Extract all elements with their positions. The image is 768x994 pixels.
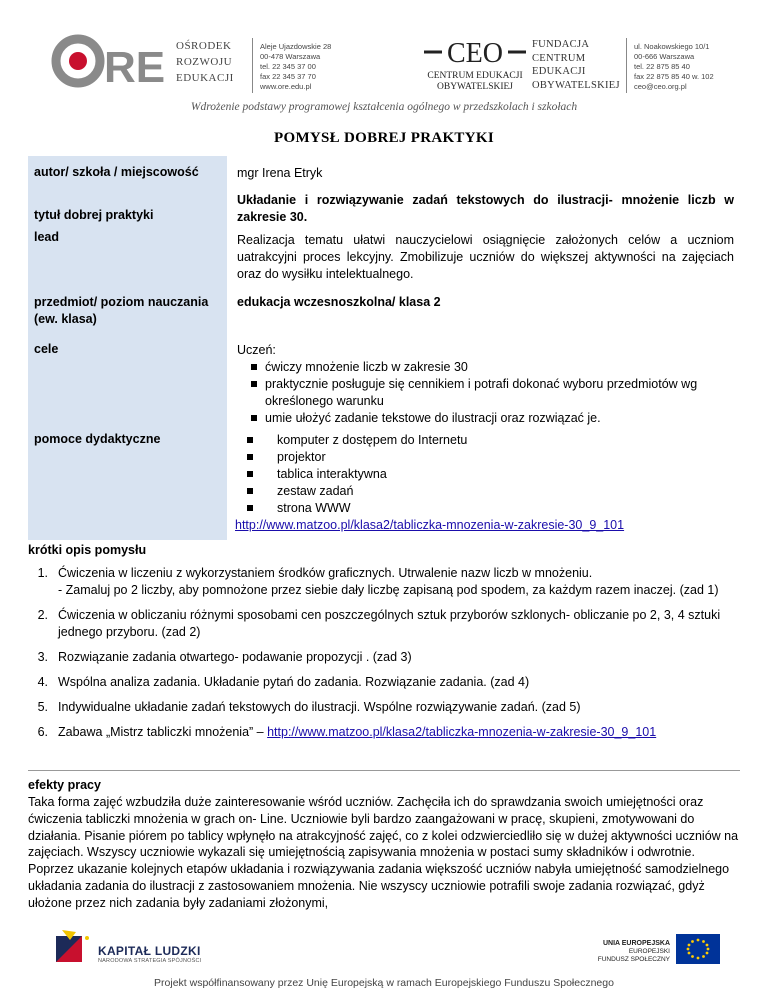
list-item: 1. Ćwiczenia w liczeniu z wykorzystaniem środków graficznych. Utrwalenie nazw liczb w mnożeniu. - Zamaluj po 2 liczby, aby pomnożone przez siebie dały liczbę zapisaną pod spodem, za każdym razem inaczej. (zad 1) — [37, 566, 719, 597]
divider — [626, 38, 627, 93]
footer-note: Projekt współfinansowany przez Unię Europejską w ramach Europejskiego Funduszu Społecznego — [154, 977, 614, 989]
eu-flag-icon — [676, 934, 720, 964]
svg-text:OBYWATELSKIEJ: OBYWATELSKIEJ — [437, 82, 513, 92]
info-row-goals — [28, 338, 740, 428]
header-tagline: Wdrożenie podstawy programowej kształcenia ogólnego w przedszkolach i szkołach — [190, 101, 578, 113]
info-row-aids — [28, 428, 740, 540]
list-item: 2. Ćwiczenia w obliczaniu różnymi sposobami cen poszczególnych sztuk przyborów szklonych- obliczanie po 2, 3, 4 sztuki jednego przyboru. (zad 2) — [37, 608, 721, 639]
title-value: Układanie i rozwiązywanie zadań tekstowych do ilustracji- mnożenie liczb w zakresie 30. — [237, 193, 734, 224]
ore-name: OŚRODEK ROZWOJU EDUKACJI — [176, 40, 234, 84]
effects-text: Taka forma zajęć wzbudziła duże zainteresowanie wśród uczniów. Zachęciła ich do sprawdzania swoich umiejętności oraz ćwiczenia tabliczki mnożenia w grach on- Line. Uczniowie byli bardzo zaangażowani w pracę, skupieni, zmotywowani do działania. Pisanie piórem po tablicy wpłynęło na atrakcyjność zajęć, co z kolei odzwierciedliło się w dużej aktywności uczniów na zajęciach. Wszyscy uczniowie wykazali się umiejętnością zapisywania mnożenia w postaci sumy składników i odwrotnie. Poprzez ukazanie kolejnych etapów układania i rozwiązywania zadania większość uczniów nabyła umiejętność samodzielnego układania zadania do ilustracji z zastosowaniem mnożenia. Nie wszyscy uczniowie potrafili swoje zadania rozwiązać, gdyż ułożone przez nich zadania były zadaniami złożonymi, — [28, 795, 739, 910]
svg-text:CENTRUM EDUKACJI: CENTRUM EDUKACJI — [427, 71, 523, 81]
goal-item: ćwiczy mnożenie liczb w zakresie 30 — [251, 359, 734, 376]
divider — [28, 770, 740, 771]
aid-item: zestaw zadań — [247, 483, 734, 500]
ore-address: Aleje Ujazdowskie 28 00-478 Warszawa tel. 22 345 37 00 fax 22 345 37 70 www.ore.edu.pl — [260, 42, 332, 91]
aid-item: projektor — [247, 449, 734, 466]
summary-heading: krótki opis pomysłu — [28, 543, 147, 557]
list-item: 3. Rozwiązanie zadania otwartego- podawanie propozycji . (zad 3) — [37, 650, 412, 664]
aid-item: komputer z dostępem do Internetu — [247, 432, 734, 449]
aids-value — [227, 428, 740, 540]
author-value: mgr Irena Etryk — [237, 166, 323, 180]
svg-text:RE: RE — [104, 43, 166, 92]
list-item: 4. Wspólna analiza zadania. Układanie pytań do zadania. Rozwiązanie zadania. (zad 4) — [37, 675, 530, 689]
aids-list — [237, 432, 734, 517]
summary-steps — [28, 565, 740, 749]
page-header — [0, 0, 768, 125]
subject-label: przedmiot/ poziom nauczania (ew. klasa) — [28, 288, 227, 338]
lead-label: lead — [28, 228, 227, 288]
aids-label: pomoce dydaktyczne — [28, 428, 227, 540]
ue-text: UNIA EUROPEJSKA EUROPEJSKI FUNDUSZ SPOŁECZNY — [597, 940, 670, 963]
ceo-address: ul. Noakowskiego 10/1 00-666 Warszawa tel. 22 875 85 40 fax 22 875 85 40 w. 102 ceo@ceo.org.pl — [634, 42, 714, 91]
info-table — [28, 156, 740, 540]
lead-value: Realizacja tematu ułatwi nauczycielowi osiągnięcie założonych celów a uczniom uatrakcyjni proces lekcyjny. Zmobilizuje uczniów do większej aktywności na zajęciach oraz do wysiłku intelektualnego. — [237, 233, 734, 281]
matzoo-link[interactable]: http://www.matzoo.pl/klasa2/tabliczka-mnozenia-w-zakresie-30_9_101 — [267, 725, 657, 739]
info-row-title — [28, 190, 740, 228]
divider — [252, 38, 253, 93]
title-label: tytuł dobrej praktyki — [28, 190, 227, 228]
goals-list — [237, 359, 734, 427]
aids-link[interactable]: http://www.matzoo.pl/klasa2/tabliczka-mnozenia-w-zakresie-30_9_101 — [235, 518, 625, 532]
list-item: 6. Zabawa „Mistrz tabliczki mnożenia” – http://www.matzoo.pl/klasa2/tabliczka-mnozenia-w-zakresie-30_9_101 — [37, 725, 657, 739]
subject-value: edukacja wczesnoszkolna/ klasa 2 — [237, 295, 441, 309]
info-row-subject — [28, 288, 740, 338]
page-title: POMYSŁ DOBREJ PRAKTYKI — [274, 130, 494, 146]
kapital-ludzki-text: KAPITAŁ LUDZKI NARODOWA STRATEGIA SPÓJNOŚCI — [98, 944, 202, 964]
effects-heading: efekty pracy — [28, 778, 101, 792]
goals-intro: Uczeń: — [237, 343, 276, 357]
goal-item: umie ułożyć zadanie tekstowe do ilustracji oraz rozwiązać je. — [251, 410, 734, 427]
kapital-ludzki-logo — [56, 930, 96, 972]
goals-value — [227, 338, 740, 428]
ceo-name: FUNDACJA CENTRUM EDUKACJI OBYWATELSKIEJ — [532, 39, 620, 91]
info-row-lead — [28, 228, 740, 288]
aid-item: strona WWW — [247, 500, 734, 517]
ceo-logo — [420, 38, 530, 98]
aid-item: tablica interaktywna — [247, 466, 734, 483]
author-label: autor/ szkoła / miejscowość — [28, 156, 227, 190]
list-item: 5. Indywidualne układanie zadań tekstowych do ilustracji. Wspólne rozwiązywanie zadań. (zad 5) — [37, 700, 581, 714]
page-footer — [0, 930, 768, 994]
goals-label: cele — [28, 338, 227, 428]
svg-text:CEO: CEO — [447, 38, 503, 69]
ore-logo — [48, 30, 168, 92]
info-row-author — [28, 156, 740, 190]
goal-item: praktycznie posługuje się cennikiem i potrafi dokonać wyboru przedmiotów wg określonego warunku — [251, 376, 734, 410]
